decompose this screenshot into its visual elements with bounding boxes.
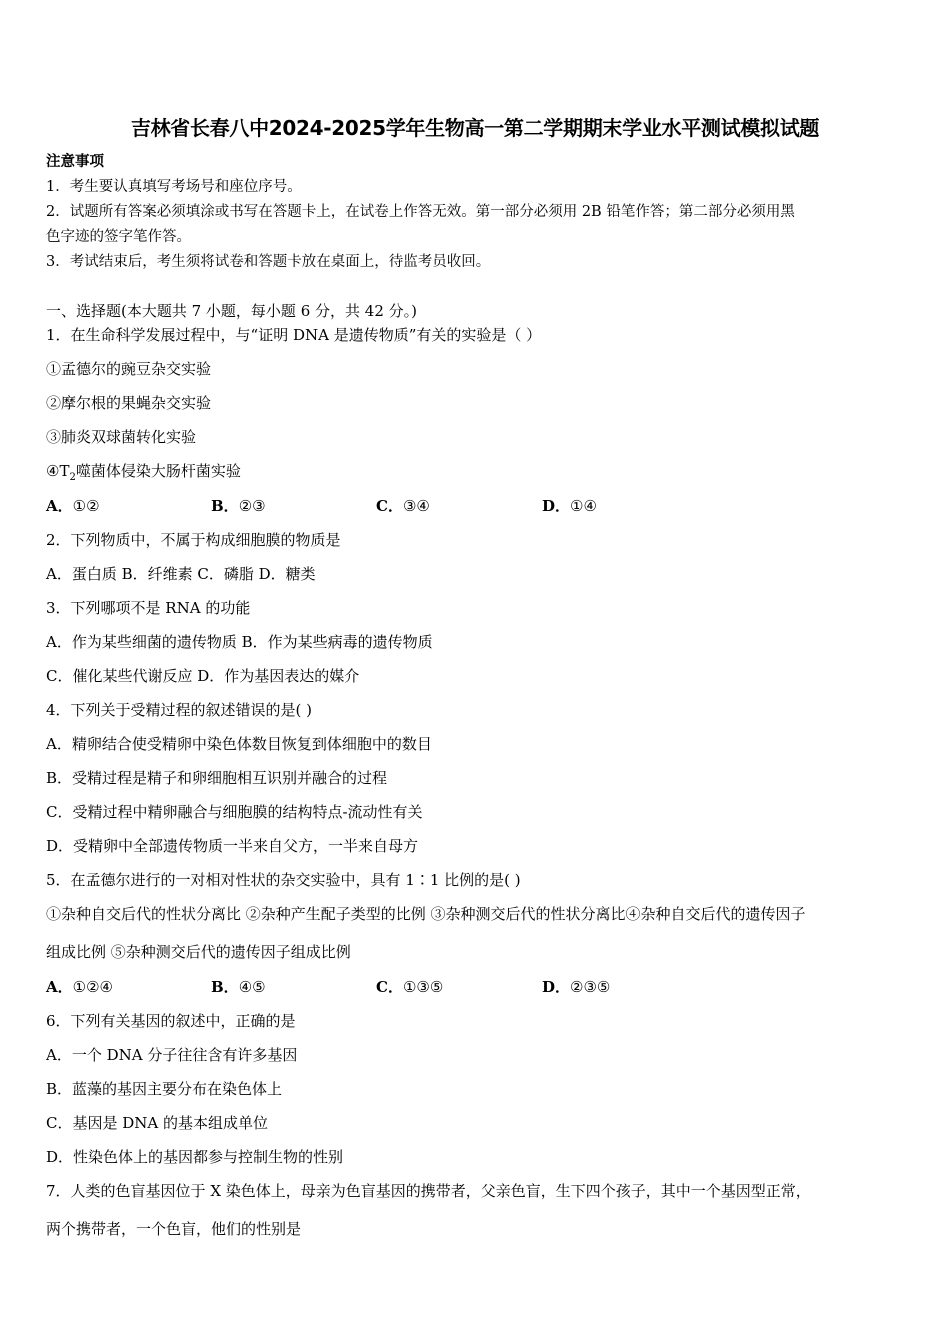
question-1-item: ③肺炎双球菌转化实验 bbox=[46, 428, 197, 446]
question-4-option: C．受精过程中精卵融合与细胞膜的结构特点-流动性有关 bbox=[46, 803, 423, 821]
option-label: A． bbox=[46, 978, 73, 996]
question-6-option: D．性染色体上的基因都参与控制生物的性别 bbox=[46, 1148, 344, 1166]
option-text: ④⑤ bbox=[238, 978, 266, 996]
question-5-desc: ①杂种自交后代的性状分离比 ②杂种产生配子类型的比例 ③杂种测交后代的性状分离比④杂种自交后代的遗传因子 bbox=[46, 905, 806, 923]
option-label: B． bbox=[211, 978, 239, 996]
question-1-item bbox=[46, 461, 241, 488]
option-text: ③④ bbox=[402, 497, 430, 515]
question-4-option: B．受精过程是精子和卵细胞相互识别并融合的过程 bbox=[46, 769, 388, 787]
question-1-option-a bbox=[46, 496, 100, 516]
question-5-option-c bbox=[376, 977, 443, 997]
question-5-option-b bbox=[211, 977, 266, 997]
item-subscript: 2 bbox=[69, 472, 76, 483]
item-prefix: ④T bbox=[46, 462, 70, 480]
question-6-option: B．蓝藻的基因主要分布在染色体上 bbox=[46, 1080, 283, 1098]
question-3-stem: 3．下列哪项不是 RNA 的功能 bbox=[46, 599, 251, 617]
question-1-stem: 1．在生命科学发展过程中，与“证明 DNA 是遗传物质”有关的实验是（ ） bbox=[46, 326, 542, 344]
item-text: 噬菌体侵染大肠杆菌实验 bbox=[75, 462, 241, 480]
question-7-stem: 7．人类的色盲基因位于 X 染色体上，母亲为色盲基因的携带者，父亲色盲，生下四个孩子，其中一个基因型正常， bbox=[46, 1182, 811, 1200]
question-5-option-d bbox=[542, 977, 610, 997]
question-6-stem: 6．下列有关基因的叙述中，正确的是 bbox=[46, 1012, 296, 1030]
option-label: C． bbox=[376, 497, 403, 515]
option-text: ①④ bbox=[570, 497, 597, 515]
question-3-options: C．催化某些代谢反应 D．作为基因表达的媒介 bbox=[46, 667, 360, 685]
question-5-option-a bbox=[46, 977, 113, 997]
question-1-item: ①孟德尔的豌豆杂交实验 bbox=[46, 360, 212, 378]
notice-item: 3．考试结束后，考生须将试卷和答题卡放在桌面上，待监考员收回。 bbox=[46, 254, 491, 270]
option-label: D． bbox=[542, 497, 571, 515]
question-5-desc: 组成比例 ⑤杂种测交后代的遗传因子组成比例 bbox=[46, 943, 351, 961]
question-1-option-c bbox=[376, 496, 430, 516]
option-text: ②③⑤ bbox=[570, 978, 611, 996]
option-text: ①②④ bbox=[72, 978, 113, 996]
option-label: A． bbox=[46, 497, 73, 515]
option-label: B． bbox=[211, 497, 239, 515]
question-5-stem: 5．在孟德尔进行的一对相对性状的杂交实验中，具有 1∶1 比例的是( ) bbox=[46, 871, 521, 889]
question-4-option: A．精卵结合使受精卵中染色体数目恢复到体细胞中的数目 bbox=[46, 735, 432, 753]
notice-item: 2．试题所有答案必须填涂或书写在答题卡上，在试卷上作答无效。第一部分必须用 2B 铅笔作答；第二部分必须用黑 bbox=[46, 204, 795, 220]
question-7-stem: 两个携带者，一个色盲，他们的性别是 bbox=[46, 1220, 302, 1238]
question-3-options: A．作为某些细菌的遗传物质 B．作为某些病毒的遗传物质 bbox=[46, 633, 433, 651]
exam-title: 吉林省长春八中2024-2025学年生物高一第二学期期末学业水平测试模拟试题 bbox=[130, 116, 820, 140]
option-label: D． bbox=[542, 978, 571, 996]
option-text: ②③ bbox=[238, 497, 266, 515]
question-4-option: D．受精卵中全部遗传物质一半来自父方，一半来自母方 bbox=[46, 837, 419, 855]
question-1-item: ②摩尔根的果蝇杂交实验 bbox=[46, 394, 212, 412]
notice-heading: 注意事项 bbox=[46, 153, 104, 170]
question-6-option: A．一个 DNA 分子往往含有许多基因 bbox=[46, 1046, 298, 1064]
option-text: ①③⑤ bbox=[402, 978, 444, 996]
question-6-option: C．基因是 DNA 的基本组成单位 bbox=[46, 1114, 268, 1132]
section-heading: 一、选择题(本大题共 7 小题，每小题 6 分，共 42 分。) bbox=[46, 302, 417, 320]
question-1-option-b bbox=[211, 496, 266, 516]
notice-item: 1．考生要认真填写考场号和座位序号。 bbox=[46, 179, 302, 195]
question-1-option-d bbox=[542, 496, 597, 516]
option-text: ①② bbox=[72, 497, 100, 515]
question-2-options: A．蛋白质 B．纤维素 C．磷脂 D．糖类 bbox=[46, 565, 316, 583]
option-label: C． bbox=[376, 978, 403, 996]
question-2-stem: 2．下列物质中，不属于构成细胞膜的物质是 bbox=[46, 531, 341, 549]
notice-item: 色字迹的签字笔作答。 bbox=[46, 229, 191, 245]
question-4-stem: 4．下列关于受精过程的叙述错误的是( ) bbox=[46, 701, 313, 719]
